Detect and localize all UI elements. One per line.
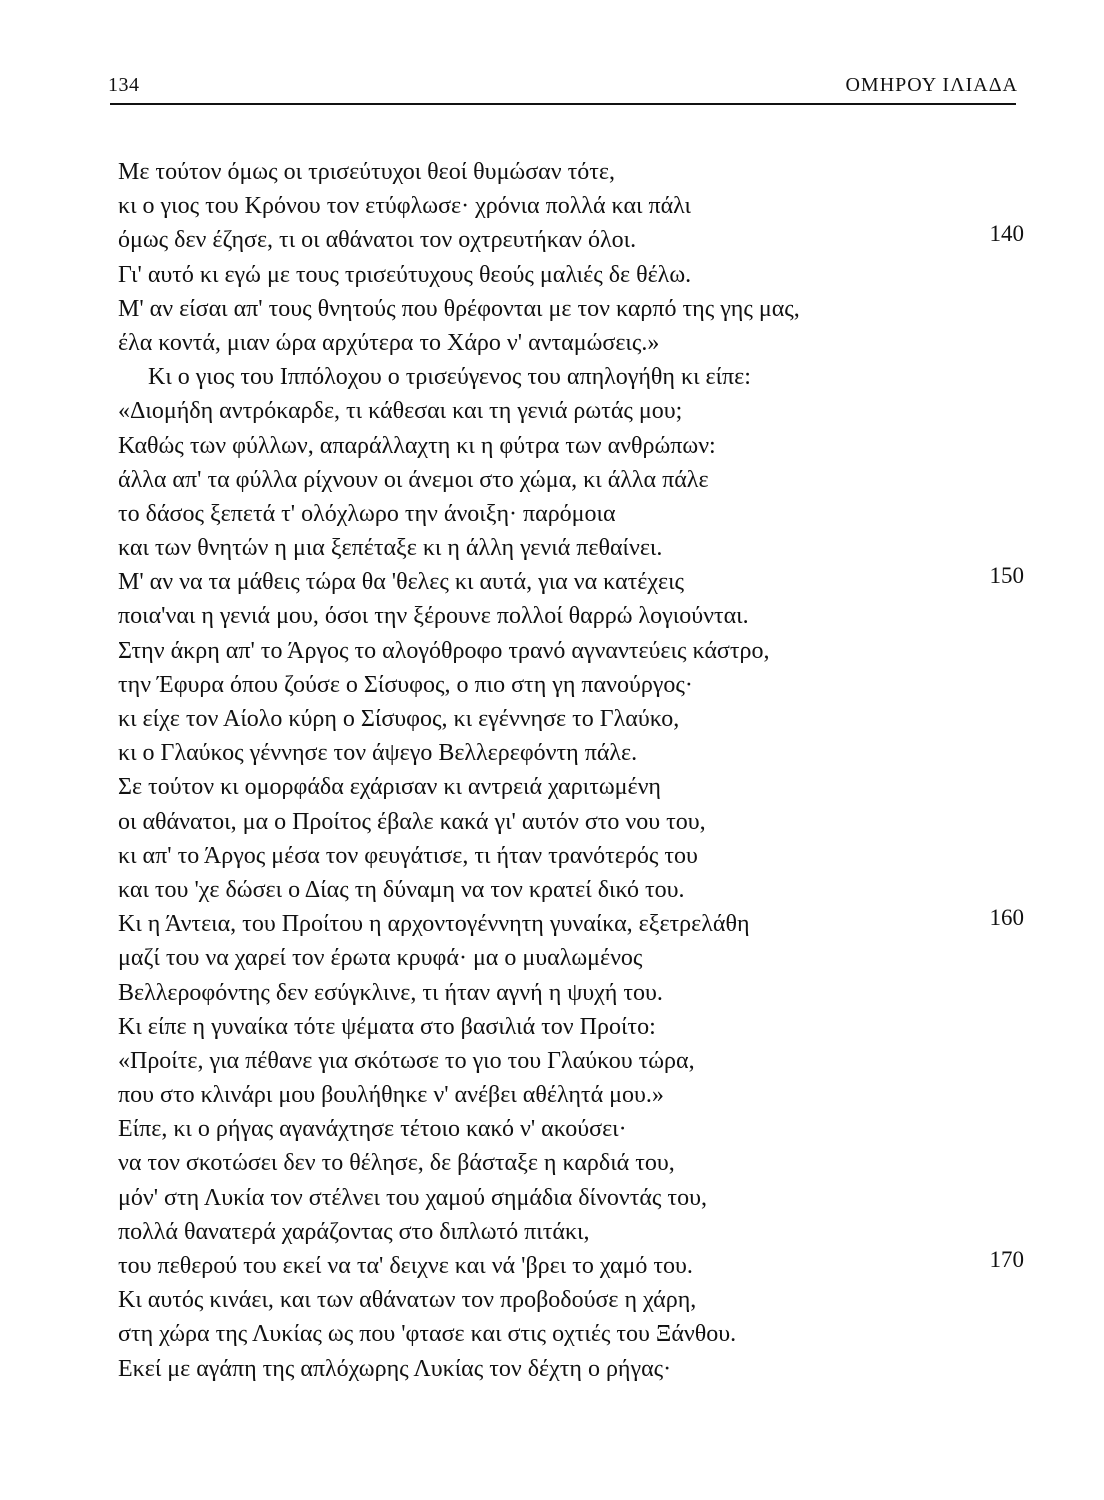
verse-line bbox=[0, 1010, 1104, 1044]
line-number: 160 bbox=[989, 905, 1024, 931]
poem-text bbox=[0, 155, 1104, 1386]
verse-text: στη χώρα της Λυκίας ως που 'φτασε και στις οχτιές του Ξάνθου. bbox=[118, 1321, 737, 1348]
verse-text: «Διομήδη αντρόκαρδε, τι κάθεσαι και τη γενιά ρωτάς μου; bbox=[118, 398, 683, 425]
verse-text: μαζί του να χαρεί τον έρωτα κρυφά· μα ο μυαλωμένος bbox=[118, 945, 643, 972]
verse-line bbox=[0, 668, 1104, 702]
line-number: 140 bbox=[989, 221, 1024, 247]
verse-line bbox=[0, 1146, 1104, 1180]
verse-text: του πεθερού του εκεί να τα' δειχνε και νά 'βρει το χαμό του. bbox=[118, 1253, 693, 1279]
verse-line bbox=[0, 394, 1104, 428]
verse-line bbox=[0, 976, 1104, 1010]
verse-line bbox=[0, 941, 1104, 975]
verse-text: Κι αυτός κινάει, και των αθάνατων τον προβοδούσε η χάρη, bbox=[118, 1287, 697, 1314]
verse-line bbox=[0, 736, 1104, 770]
verse-text: το δάσος ξεπετά τ' ολόχλωρο την άνοιξη· παρόμοια bbox=[118, 500, 616, 527]
verse-line bbox=[0, 907, 1104, 941]
verse-text: Κι είπε η γυναίκα τότε ψέματα στο βασιλιά τον Προίτο: bbox=[118, 1013, 656, 1040]
verse-line bbox=[0, 292, 1104, 326]
verse-text: και των θνητών η μια ξεπέταξε κι η άλλη γενιά πεθαίνει. bbox=[118, 535, 663, 562]
verse-text: άλλα απ' τα φύλλα ρίχνουν οι άνεμοι στο χώμα, κι άλλα πάλε bbox=[118, 466, 709, 493]
verse-text: την Έφυρα όπου ζούσε ο Σίσυφος, ο πιο στη γη πανούργος· bbox=[118, 671, 693, 698]
header-rule bbox=[110, 103, 1016, 105]
verse-line bbox=[0, 497, 1104, 531]
verse-text: κι ο Γλαύκος γέννησε τον άψεγο Βελλερεφόντη πάλε. bbox=[118, 740, 638, 767]
verse-line bbox=[0, 155, 1104, 189]
verse-text: Μ' αν είσαι απ' τους θνητούς που θρέφονται με τον καρπό της γης μας, bbox=[118, 295, 800, 322]
verse-line bbox=[0, 634, 1104, 668]
verse-line bbox=[0, 1249, 1104, 1283]
verse-text: Μ' αν να τα μάθεις τώρα θα 'θελες κι αυτά, για να κατέχεις bbox=[118, 569, 685, 596]
verse-line bbox=[0, 770, 1104, 804]
verse-text: όμως δεν έζησε, τι οι αθάνατοι τον οχτρευτήκαν όλοι. bbox=[118, 227, 637, 254]
verse-line bbox=[0, 839, 1104, 873]
verse-text: κι ο γιος του Κρόνου τον ετύφλωσε· χρόνια πολλά και πάλι bbox=[118, 193, 691, 220]
verse-text: Με τούτον όμως οι τρισεύτυχοι θεοί θυμώσαν τότε, bbox=[118, 159, 615, 185]
verse-line bbox=[0, 1181, 1104, 1215]
verse-text: που στο κλινάρι μου βουλήθηκε ν' ανέβει αθέλητά μου.» bbox=[118, 1082, 664, 1109]
page-number: 134 bbox=[108, 74, 140, 96]
verse-text: μόν' στη Λυκία τον στέλνει του χαμού σημάδια δίνοντάς του, bbox=[118, 1184, 707, 1211]
verse-text: Στην άκρη απ' το Άργος το αλογόθροφο τρανό αγναντεύεις κάστρο, bbox=[118, 637, 770, 664]
verse-text: Βελλεροφόντης δεν εσύγκλινε, τι ήταν αγνή η ψυχή του. bbox=[118, 979, 663, 1006]
verse-line bbox=[0, 531, 1104, 565]
verse-line bbox=[0, 463, 1104, 497]
verse-line bbox=[0, 1044, 1104, 1078]
verse-line bbox=[0, 360, 1104, 394]
verse-text: Σε τούτον κι ομορφάδα εχάρισαν κι αντρειά χαριτωμένη bbox=[118, 774, 661, 801]
verse-line bbox=[0, 189, 1104, 223]
verse-line bbox=[0, 1215, 1104, 1249]
page-header bbox=[108, 66, 1018, 100]
verse-line bbox=[0, 1283, 1104, 1317]
verse-line bbox=[0, 805, 1104, 839]
verse-text: κι είχε τον Αίολο κύρη ο Σίσυφος, κι εγέννησε το Γλαύκο, bbox=[118, 706, 680, 732]
verse-text: και του 'χε δώσει ο Δίας τη δύναμη να τον κρατεί δικό του. bbox=[118, 876, 685, 903]
verse-text: Κι ο γιος του Ιππόλοχου ο τρισεύγενος του απηλογήθη κι είπε: bbox=[148, 364, 751, 391]
verse-text: Γι' αυτό κι εγώ με τους τρισεύτυχους θεούς μαλιές δε θέλω. bbox=[118, 261, 692, 288]
verse-text: Κι η Άντεια, του Προίτου η αρχοντογέννητη γυναίκα, εξετρελάθη bbox=[118, 911, 750, 938]
verse-text: κι απ' το Άργος μέσα τον φευγάτισε, τι ήταν τρανότερός του bbox=[118, 842, 698, 869]
verse-line bbox=[0, 1112, 1104, 1146]
verse-line bbox=[0, 1352, 1104, 1386]
verse-line bbox=[0, 429, 1104, 463]
verse-text: έλα κοντά, μιαν ώρα αρχύτερα το Χάρο ν' ανταμώσεις.» bbox=[118, 329, 660, 356]
verse-line bbox=[0, 258, 1104, 292]
verse-text: Καθώς των φύλλων, απαράλλαχτη κι η φύτρα των ανθρώπων: bbox=[118, 432, 716, 459]
verse-text: πολλά θανατερά χαράζοντας στο διπλωτό πιτάκι, bbox=[118, 1218, 590, 1245]
verse-text: οι αθάνατοι, μα ο Προίτος έβαλε κακά γι' αυτόν στο νου του, bbox=[118, 808, 706, 835]
verse-text: Εκεί με αγάπη της απλόχωρης Λυκίας τον δέχτη ο ρήγας· bbox=[118, 1355, 672, 1382]
verse-line bbox=[0, 1078, 1104, 1112]
verse-text: να τον σκοτώσει δεν το θέλησε, δε βάσταξε η καρδιά του, bbox=[118, 1150, 675, 1177]
verse-text: «Προίτε, για πέθανε για σκότωσε το γιο του Γλαύκου τώρα, bbox=[118, 1047, 695, 1074]
verse-line bbox=[0, 873, 1104, 907]
line-number: 170 bbox=[989, 1247, 1024, 1272]
verse-line bbox=[0, 599, 1104, 633]
verse-text: Είπε, κι ο ρήγας αγανάχτησε τέτοιο κακό ν' ακούσει· bbox=[118, 1116, 627, 1143]
verse-line bbox=[0, 326, 1104, 360]
line-number: 150 bbox=[989, 563, 1024, 589]
verse-line bbox=[0, 223, 1104, 257]
running-title: ΟΜΗΡΟΥ ΙΛΙΑΔΑ bbox=[845, 74, 1018, 96]
verse-line bbox=[0, 702, 1104, 736]
verse-line bbox=[0, 565, 1104, 599]
verse-text: ποια'ναι η γενιά μου, όσοι την ξέρουνε πολλοί θαρρώ λογιούνται. bbox=[118, 603, 749, 630]
verse-line bbox=[0, 1317, 1104, 1351]
